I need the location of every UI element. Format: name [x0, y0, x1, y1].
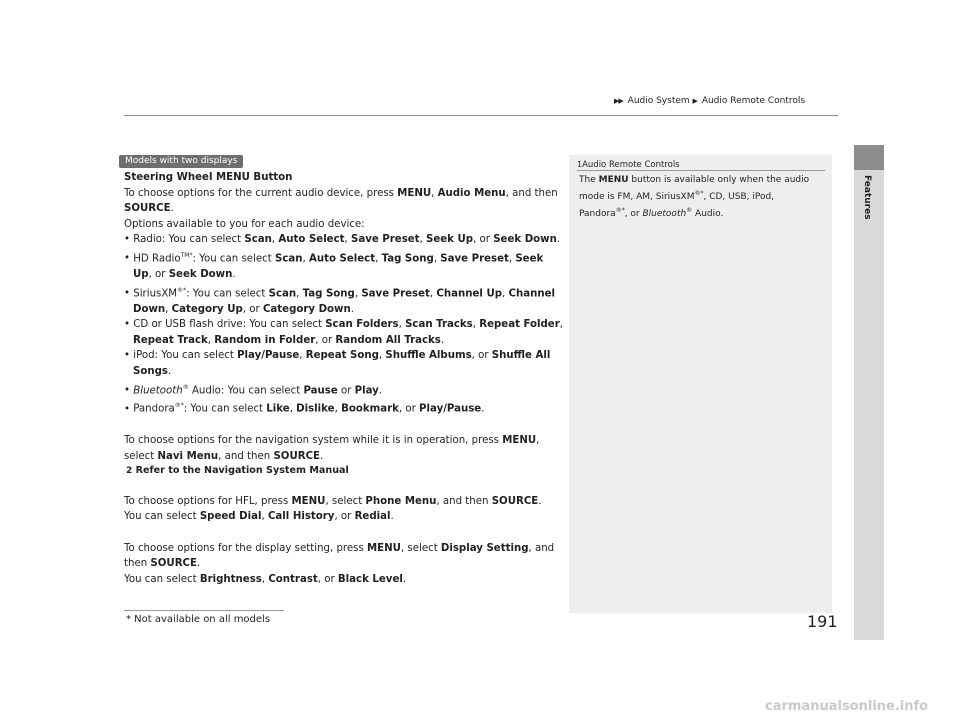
side-tab	[854, 170, 884, 640]
side-tab-marker	[854, 145, 884, 170]
double-arrow-icon: ▶▶	[614, 97, 623, 105]
note-title: 1Audio Remote Controls	[577, 160, 680, 170]
list-item: • Bluetooth® Audio: You can select Pause or Play.	[124, 380, 564, 399]
list-item: • Pandora®*: You can select Like, Dislike, Bookmark, or Play/Pause.	[124, 398, 564, 417]
list-item: • SiriusXM®*: You can select Scan, Tag Song, Save Preset, Channel Up, Channel Down, Category Up, or Category Down.	[124, 283, 564, 318]
list-item: • iPod: You can select Play/Pause, Repeat Song, Shuffle Albums, or Shuffle All Songs.	[124, 348, 564, 379]
footnote-divider	[124, 610, 284, 611]
note-marker-icon: 1	[577, 160, 583, 169]
hfl-paragraph: To choose options for HFL, press MENU, select Phone Menu, and then SOURCE.	[124, 495, 542, 507]
list-item: • Radio: You can select Scan, Auto Select, Save Preset, Seek Up, or Seek Down.	[124, 232, 564, 248]
header-divider	[124, 115, 838, 116]
section-heading: Steering Wheel MENU Button	[124, 172, 293, 183]
breadcrumb-page: Audio Remote Controls	[701, 96, 806, 106]
watermark: carmanualsonline.info	[765, 699, 929, 714]
list-item: • HD Radio$^{TM*}$: You can select Scan, Auto Select, Tag Song, Save Preset, Seek Up, or Seek Down.	[124, 248, 564, 283]
device-option-list	[124, 232, 564, 417]
list-item: • CD or USB flash drive: You can select Scan Folders, Scan Tracks, Repeat Folder, Repeat Track, Random in Folder, or Random All Tracks.	[124, 317, 564, 348]
note-body: The MENU button is available only when the audio mode is FM, AM, SiriusXM®*, CD, USB, iPod, Pandora®*, or Bluetooth® Audio.	[579, 175, 810, 220]
models-badge: Models with two displays	[119, 155, 243, 168]
options-intro: Options available to you for each audio device:	[124, 218, 365, 230]
hfl-options: You can select Speed Dial, Call History, or Redial.	[124, 511, 394, 523]
footnote: * Not available on all models	[126, 614, 271, 625]
page-number: 191	[807, 612, 838, 631]
display-options: You can select Brightness, Contrast, or Black Level.	[124, 573, 407, 585]
display-paragraph: To choose options for the display setting, press MENU, select Display Setting, and then SOURCE.	[124, 542, 555, 570]
arrow-icon: ▶	[692, 97, 697, 105]
breadcrumb	[614, 96, 805, 106]
breadcrumb-section: Audio System	[627, 96, 690, 106]
navi-manual-reference: 2 Refer to the Navigation System Manual	[126, 465, 349, 477]
note-divider	[577, 170, 825, 171]
side-note	[569, 155, 832, 613]
navi-paragraph: To choose options for the navigation system while it is in operation, press MENU, select Navi Menu, and then SOURCE.	[124, 435, 540, 462]
main-content	[124, 170, 564, 587]
intro-paragraph: To choose options for the current audio device, press MENU, Audio Menu, and then SOURCE.	[124, 187, 558, 215]
side-tab-label: Features	[862, 175, 872, 220]
reference-arrow-icon: 2	[126, 466, 133, 477]
